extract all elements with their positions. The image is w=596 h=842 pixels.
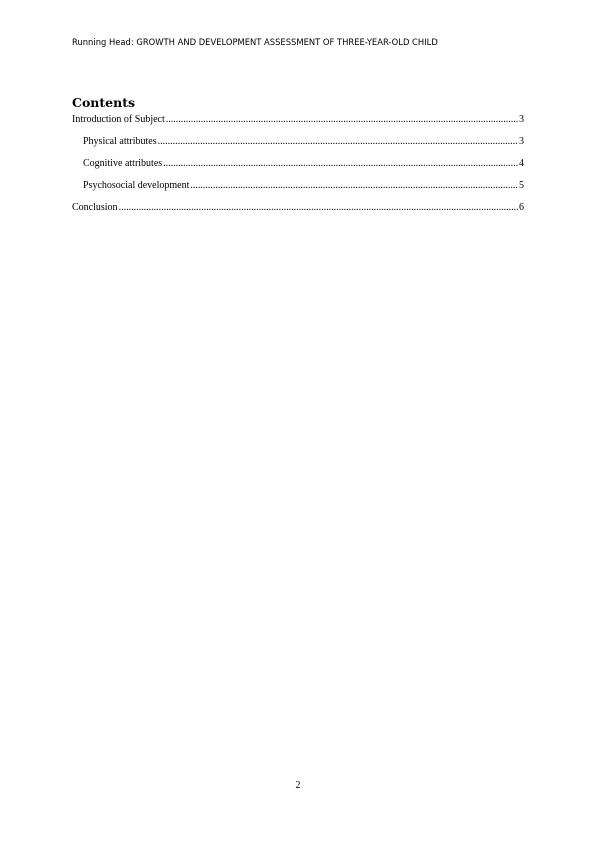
toc-entry-cognitive-attributes[interactable] (72, 158, 524, 173)
toc-heading: Contents (72, 95, 136, 110)
dot-leader (119, 203, 518, 213)
dot-leader (163, 159, 518, 169)
toc-entry-label: Conclusion (72, 202, 118, 213)
toc-entry-label: Introduction of Subject (72, 114, 165, 125)
running-head: Running Head: GROWTH AND DEVELOPMENT ASSESSMENT OF THREE-YEAR-OLD CHILD (72, 37, 438, 47)
table-of-contents (72, 114, 524, 224)
toc-entry-page: 3 (519, 136, 524, 147)
dot-leader (190, 181, 518, 191)
toc-entry-label: Physical attributes (83, 136, 157, 147)
toc-entry-page: 5 (519, 180, 524, 191)
toc-entry-psychosocial-development[interactable] (72, 180, 524, 195)
toc-entry-page: 4 (519, 158, 524, 169)
page-number: 2 (295, 780, 301, 791)
toc-entry-page: 6 (519, 202, 524, 213)
toc-entry-label: Psychosocial development (83, 180, 190, 191)
toc-entry-conclusion[interactable] (72, 202, 524, 217)
dot-leader (158, 137, 518, 147)
toc-entry-label: Cognitive attributes (83, 158, 163, 169)
toc-entry-introduction[interactable] (72, 114, 524, 129)
toc-entry-page: 3 (519, 114, 524, 125)
toc-entry-physical-attributes[interactable] (72, 136, 524, 151)
dot-leader (166, 115, 518, 125)
